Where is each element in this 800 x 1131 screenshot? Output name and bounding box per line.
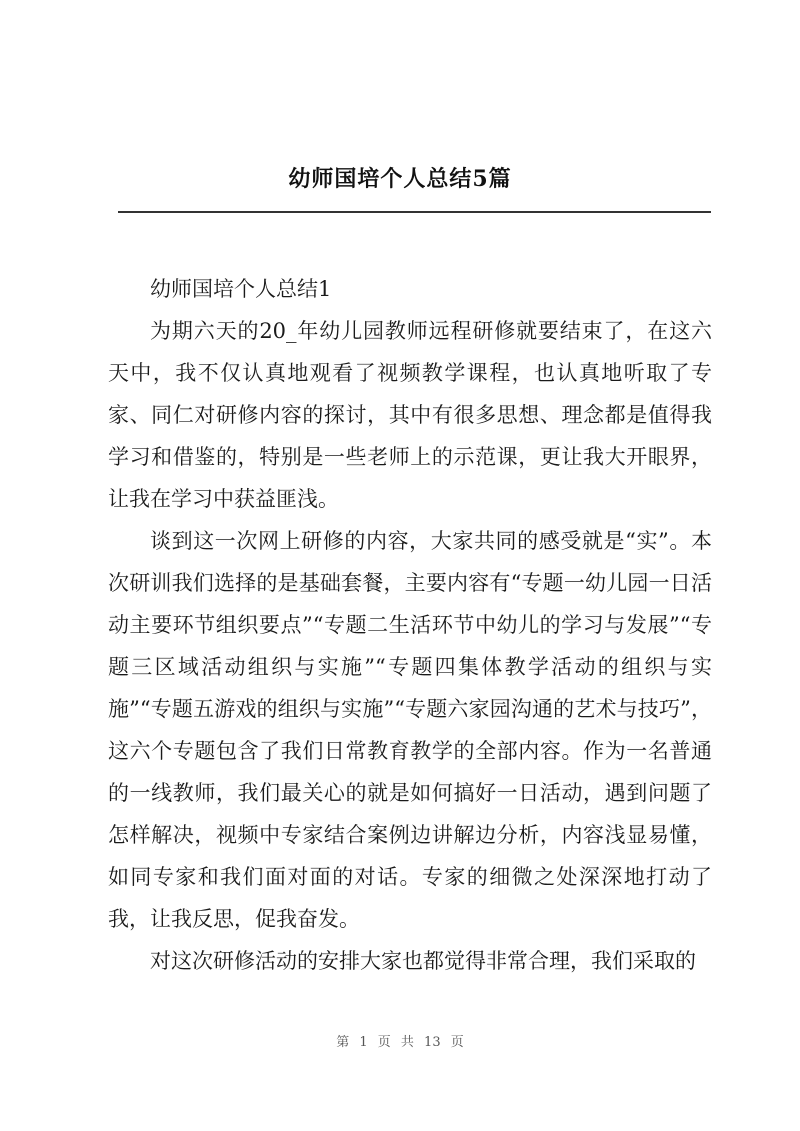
page-number-footer: 第 1 页 共 13 页: [336, 1035, 464, 1050]
paragraph: 为期六天的20_年幼儿园教师远程研修就要结束了，在这六天中，我不仅认真地观看了视频教学课程，也认真地听取了专家、同仁对研修内容的探讨，其中有很多思想、理念都是值得我学习和借鉴的，特别是一些老师上的示范课，更让我大开眼界，让我在学习中获益匪浅。: [108, 319, 712, 511]
document-title: 幼师国培个人总结5篇: [288, 166, 512, 192]
document-body: [108, 268, 712, 982]
title-divider: [118, 211, 711, 213]
section-heading: 幼师国培个人总结1: [150, 277, 332, 301]
paragraph: 对这次研修活动的安排大家也都觉得非常合理，我们采取的: [150, 949, 696, 973]
paragraph: 谈到这一次网上研修的内容，大家共同的感受就是“实”。本次研训我们选择的是基础套餐，主要内容有“专题一幼儿园一日活动主要环节组织要点”“专题二生活环节中幼儿的学习与发展”“专题三区域活动组织与实施”“专题四集体教学活动的组织与实施”“专题五游戏的组织与实施”“专题六家园沟通的艺术与技巧”，这六个专题包含了我们日常教育教学的全部内容。作为一名普通的一线教师，我们最关心的就是如何搞好一日活动，遇到问题了怎样解决，视频中专家结合案例边讲解边分析，内容浅显易懂，如同专家和我们面对面的对话。专家的细微之处深深地打动了我，让我反思，促我奋发。: [108, 529, 712, 931]
